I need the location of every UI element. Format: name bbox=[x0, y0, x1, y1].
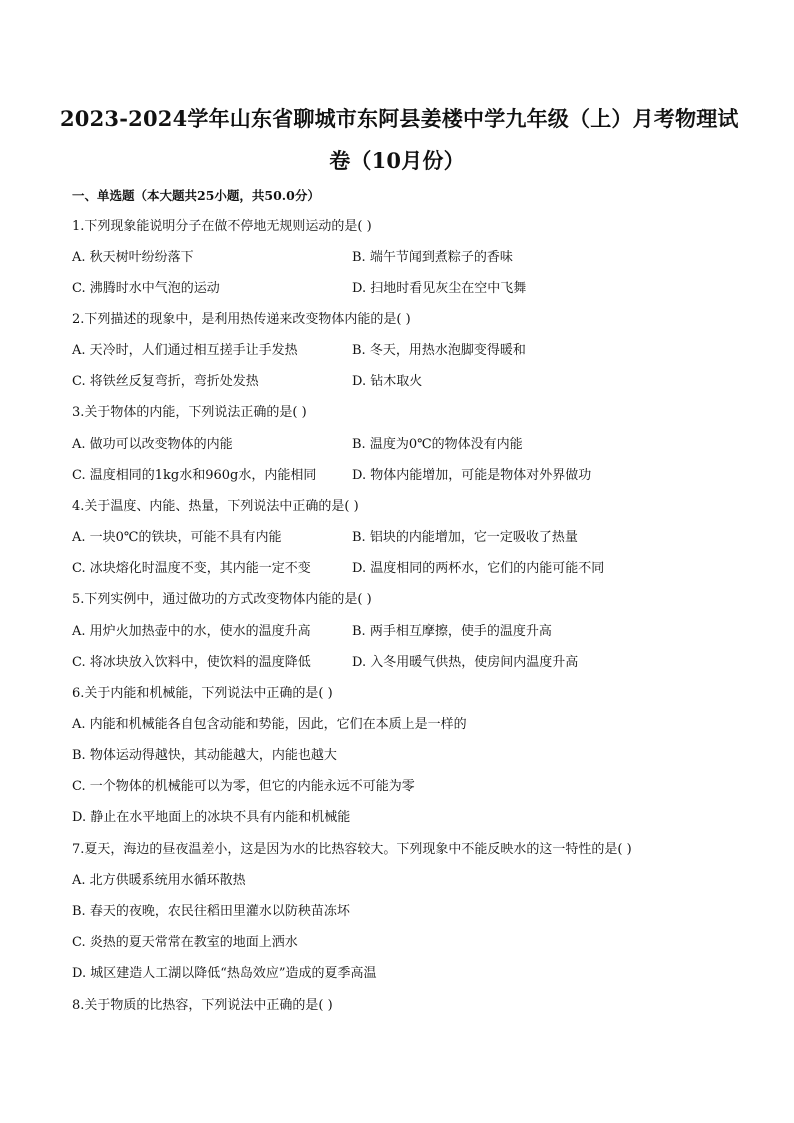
option-6b: B. 物体运动得越快，其动能越大，内能也越大 bbox=[72, 748, 337, 763]
option-4a: A. 一块0℃的铁块，可能不具有内能 bbox=[72, 530, 282, 545]
option-2b: B. 冬天，用热水泡脚变得暖和 bbox=[352, 343, 526, 358]
page-title-line-1: 2023-2024学年山东省聊城市东阿县姜楼中学九年级（上）月考物理试 bbox=[60, 106, 739, 131]
option-5b: B. 两手相互摩擦，使手的温度升高 bbox=[352, 624, 552, 639]
option-7a: A. 北方供暖系统用水循环散热 bbox=[72, 873, 246, 888]
option-5a: A. 用炉火加热壶中的水，使水的温度升高 bbox=[72, 624, 311, 639]
question-stem-8: 8.关于物质的比热容，下列说法中正确的是( ) bbox=[72, 998, 333, 1013]
option-3b: B. 温度为0℃的物体没有内能 bbox=[352, 437, 523, 452]
option-5d: D. 入冬用暖气供热，使房间内温度升高 bbox=[352, 655, 579, 670]
option-2c: C. 将铁丝反复弯折，弯折处发热 bbox=[72, 374, 259, 389]
question-stem-6: 6.关于内能和机械能，下列说法中正确的是( ) bbox=[72, 686, 333, 701]
page-title-line-2: 卷（10月份） bbox=[329, 148, 465, 173]
option-4b: B. 铝块的内能增加，它一定吸收了热量 bbox=[352, 530, 578, 545]
question-stem-1: 1.下列现象能说明分子在做不停地无规则运动的是( ) bbox=[72, 219, 372, 234]
option-6c: C. 一个物体的机械能可以为零，但它的内能永远不可能为零 bbox=[72, 779, 415, 794]
option-6d: D. 静止在水平地面上的冰块不具有内能和机械能 bbox=[72, 810, 351, 825]
option-3c: C. 温度相同的1kg水和960g水，内能相同 bbox=[72, 468, 317, 483]
option-1c: C. 沸腾时水中气泡的运动 bbox=[72, 281, 220, 296]
option-6a: A. 内能和机械能各自包含动能和势能，因此，它们在本质上是一样的 bbox=[72, 717, 467, 732]
option-1d: D. 扫地时看见灰尘在空中飞舞 bbox=[352, 281, 527, 296]
question-stem-4: 4.关于温度、内能、热量，下列说法中正确的是( ) bbox=[72, 499, 359, 514]
option-7d: D. 城区建造人工湖以降低“热岛效应”造成的夏季高温 bbox=[72, 966, 377, 981]
option-7b: B. 春天的夜晚，农民往稻田里灌水以防秧苗冻坏 bbox=[72, 904, 350, 919]
question-stem-7: 7.夏天，海边的昼夜温差小，这是因为水的比热容较大。下列现象中不能反映水的这一特性的是( ) bbox=[72, 842, 632, 857]
option-7c: C. 炎热的夏天常常在教室的地面上洒水 bbox=[72, 935, 298, 950]
option-1b: B. 端午节闻到煮粽子的香味 bbox=[352, 250, 513, 265]
option-2a: A. 天冷时，人们通过相互搓手让手发热 bbox=[72, 343, 298, 358]
question-stem-2: 2.下列描述的现象中，是利用热传递来改变物体内能的是( ) bbox=[72, 312, 411, 327]
option-3a: A. 做功可以改变物体的内能 bbox=[72, 437, 233, 452]
option-4c: C. 冰块熔化时温度不变，其内能一定不变 bbox=[72, 561, 311, 576]
option-2d: D. 钻木取火 bbox=[352, 374, 423, 389]
option-1a: A. 秋天树叶纷纷落下 bbox=[72, 250, 194, 265]
option-5c: C. 将冰块放入饮料中，使饮料的温度降低 bbox=[72, 655, 311, 670]
option-4d: D. 温度相同的两杯水，它们的内能可能不同 bbox=[352, 561, 605, 576]
question-stem-5: 5.下列实例中，通过做功的方式改变物体内能的是( ) bbox=[72, 592, 372, 607]
option-3d: D. 物体内能增加，可能是物体对外界做功 bbox=[352, 468, 592, 483]
question-stem-3: 3.关于物体的内能，下列说法正确的是( ) bbox=[72, 405, 307, 420]
section-heading: 一、单选题（本大题共25小题，共50.0分） bbox=[72, 188, 320, 203]
